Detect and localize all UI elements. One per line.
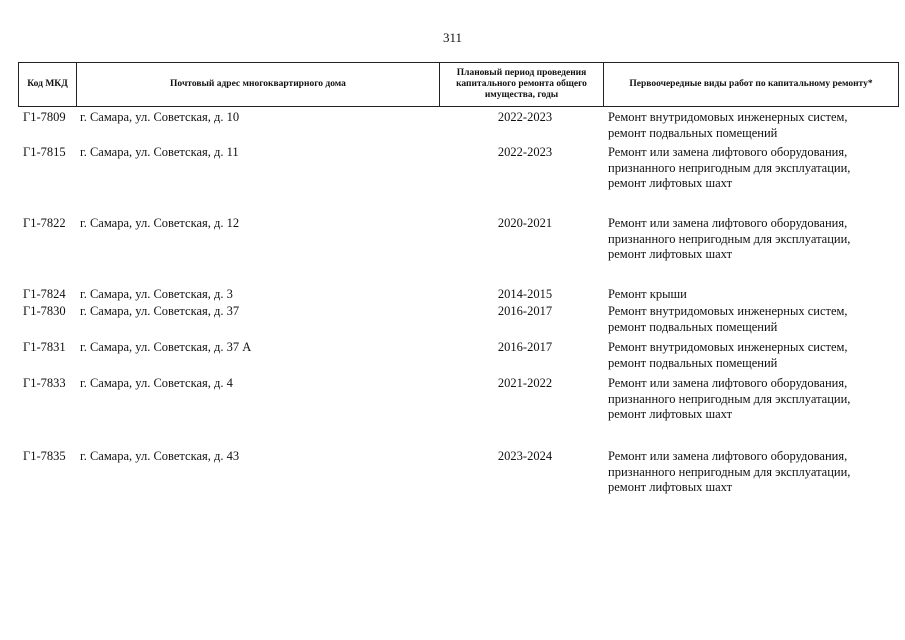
works-line: Ремонт внутридомовых инженерных систем, <box>608 340 848 354</box>
row-period: 2016-2017 <box>497 304 553 318</box>
row-address: г. Самара, ул. Советская, д. 4 <box>80 376 233 390</box>
row-code: Г1-7815 <box>23 145 66 159</box>
row-works <box>608 340 898 371</box>
row-period: 2020-2021 <box>497 216 553 230</box>
works-line: Ремонт или замена лифтового оборудования, <box>608 449 848 463</box>
row-address: г. Самара, ул. Советская, д. 37 <box>80 304 240 318</box>
works-line: Ремонт или замена лифтового оборудования, <box>608 376 848 390</box>
works-line: Ремонт внутридомовых инженерных систем, <box>608 110 848 124</box>
table-header <box>18 62 899 107</box>
row-address: г. Самара, ул. Советская, д. 43 <box>80 449 240 463</box>
works-line: Ремонт внутридомовых инженерных систем, <box>608 304 848 318</box>
works-line: Ремонт крыши <box>608 287 687 301</box>
works-line: ремонт лифтовых шахт <box>608 480 733 494</box>
works-line: ремонт подвальных помещений <box>608 125 778 140</box>
row-address: г. Самара, ул. Советская, д. 10 <box>80 110 240 124</box>
works-line: признанного непригодным для эксплуатации, <box>608 391 851 406</box>
row-works <box>608 287 898 303</box>
row-code: Г1-7835 <box>23 449 66 463</box>
header-address: Почтовый адрес многоквартирного дома <box>77 63 440 106</box>
row-address: г. Самара, ул. Советская, д. 37 А <box>80 340 252 354</box>
row-period: 2016-2017 <box>497 340 553 354</box>
works-line: признанного непригодным для эксплуатации, <box>608 160 851 175</box>
row-works <box>608 110 898 141</box>
works-line: Ремонт или замена лифтового оборудования, <box>608 216 848 230</box>
row-code: Г1-7809 <box>23 110 66 124</box>
row-works <box>608 145 898 192</box>
works-line: ремонт лифтовых шахт <box>608 247 733 261</box>
row-code: Г1-7822 <box>23 216 66 230</box>
header-works: Первоочередные виды работ по капитальному ремонту* <box>629 79 873 89</box>
works-line: ремонт лифтовых шахт <box>608 176 733 190</box>
works-line: ремонт лифтовых шахт <box>608 407 733 421</box>
row-code: Г1-7824 <box>23 287 66 301</box>
works-line: ремонт подвальных помещений <box>608 355 778 370</box>
row-address: г. Самара, ул. Советская, д. 11 <box>80 145 239 159</box>
row-works <box>608 304 898 335</box>
row-works <box>608 449 898 496</box>
works-line: признанного непригодным для эксплуатации, <box>608 231 851 246</box>
row-works <box>608 216 898 263</box>
row-code: Г1-7831 <box>23 340 66 354</box>
works-line: признанного непригодным для эксплуатации, <box>608 464 851 479</box>
row-code: Г1-7830 <box>23 304 66 318</box>
row-address: г. Самара, ул. Советская, д. 12 <box>80 216 240 230</box>
works-line: Ремонт или замена лифтового оборудования, <box>608 145 848 159</box>
row-works <box>608 376 898 423</box>
row-period: 2023-2024 <box>497 449 553 463</box>
row-period: 2022-2023 <box>497 145 553 159</box>
header-code: Код МКД <box>19 63 77 106</box>
row-period: 2014-2015 <box>497 287 553 301</box>
row-period: 2021-2022 <box>497 376 553 390</box>
works-line: ремонт подвальных помещений <box>608 319 778 334</box>
row-address: г. Самара, ул. Советская, д. 3 <box>80 287 233 301</box>
row-period: 2022-2023 <box>497 110 553 124</box>
header-period: Плановый период проведения капитального ремонта общего имущества, годы <box>440 63 604 106</box>
row-code: Г1-7833 <box>23 376 66 390</box>
page-number: 311 <box>442 30 463 45</box>
